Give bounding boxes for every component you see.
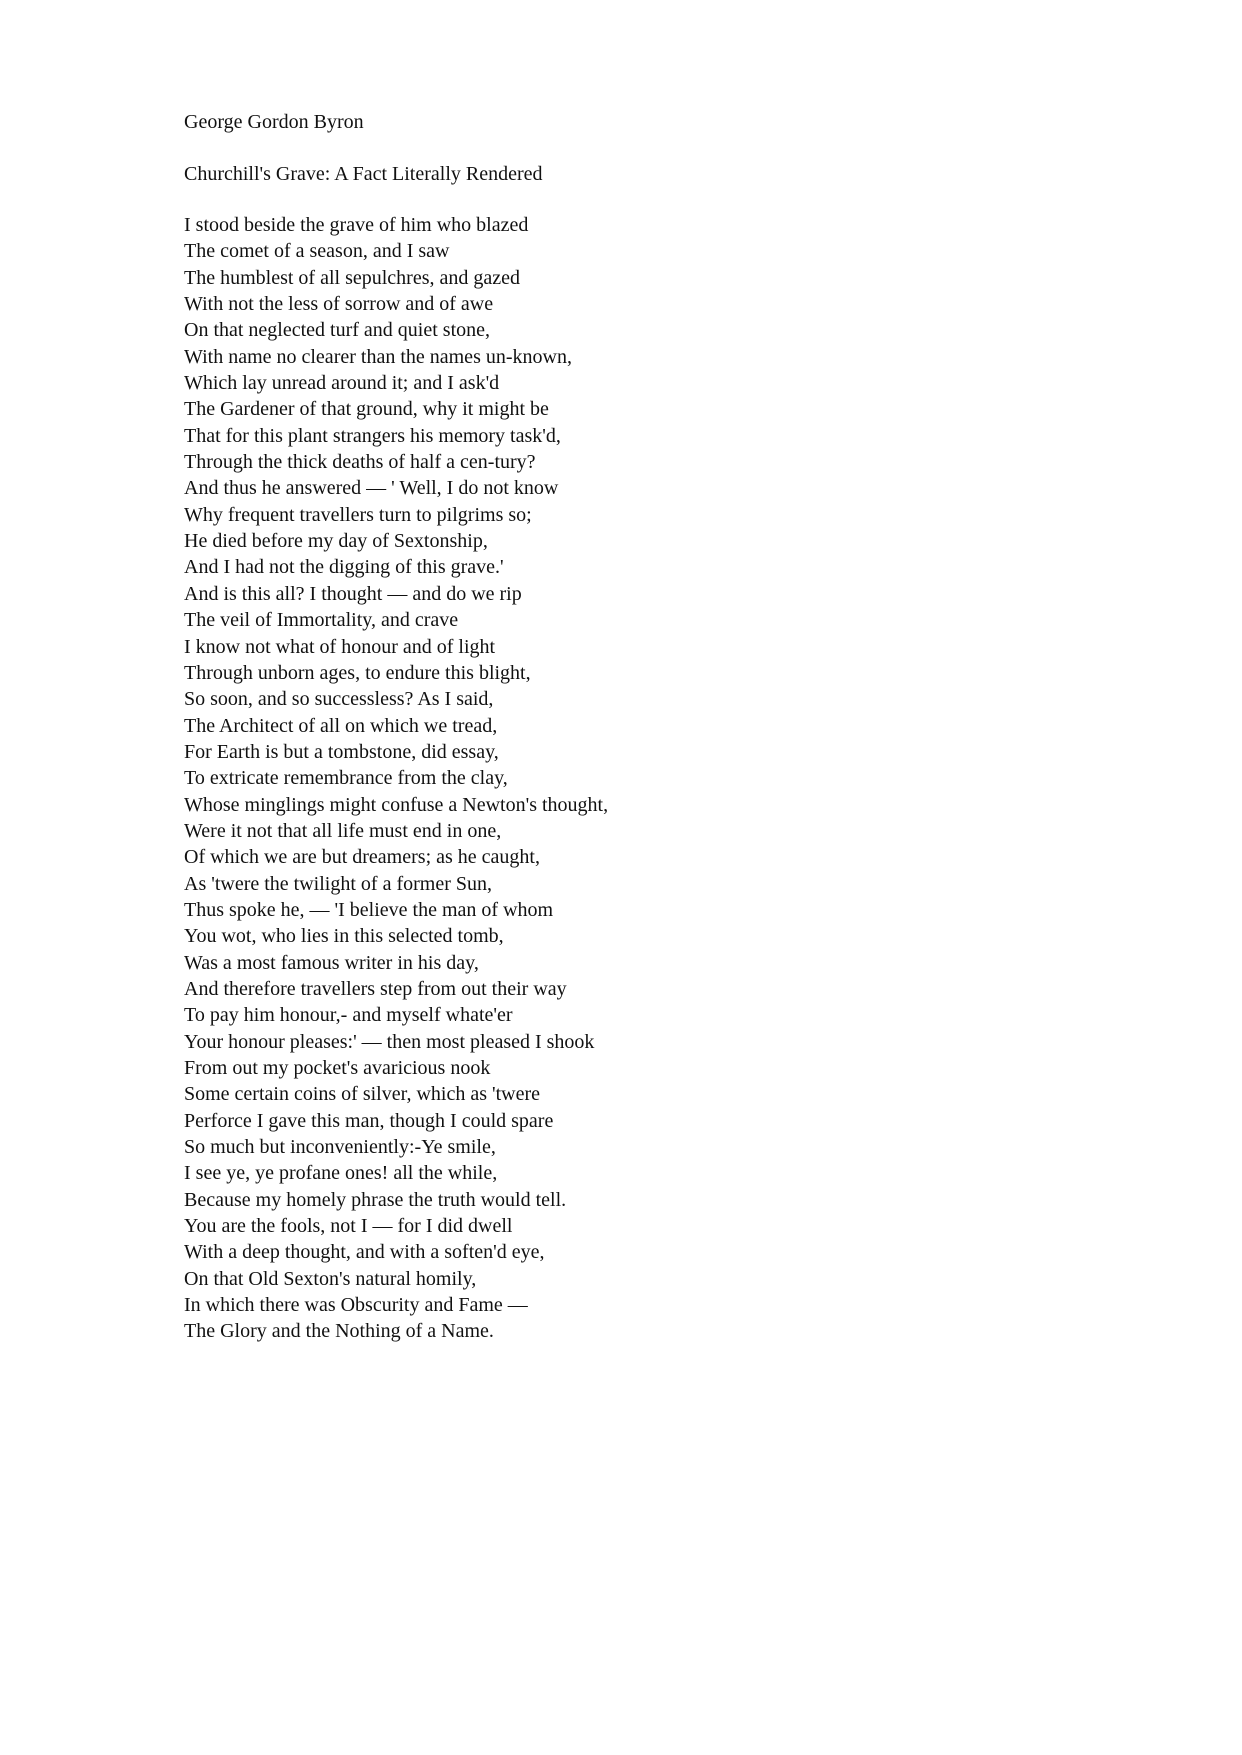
poem-line: Thus spoke he, — 'I believe the man of whom bbox=[184, 898, 554, 921]
poem-line: With not the less of sorrow and of awe bbox=[184, 293, 494, 316]
poem-line: Of which we are but dreamers; as he caught, bbox=[184, 846, 540, 869]
poem-line: I know not what of honour and of light bbox=[184, 635, 496, 658]
poem-line: To extricate remembrance from the clay, bbox=[184, 767, 508, 790]
document-content bbox=[184, 108, 1084, 1345]
poem-line: Perforce I gave this man, though I could spare bbox=[184, 1109, 554, 1132]
poem-line: You are the fools, not I — for I did dwell bbox=[184, 1215, 513, 1238]
poem-line: With a deep thought, and with a soften'd eye, bbox=[184, 1241, 545, 1264]
poem-line: For Earth is but a tombstone, did essay, bbox=[184, 740, 499, 763]
poem-line: I stood beside the grave of him who blazed bbox=[184, 214, 529, 236]
poem-line: Whose minglings might confuse a Newton's thought, bbox=[184, 793, 609, 816]
poem-line: And I had not the digging of this grave.' bbox=[184, 556, 504, 579]
poem-line: So soon, and so successless? As I said, bbox=[184, 688, 494, 711]
poem-line: So much but inconveniently:-Ye smile, bbox=[184, 1136, 496, 1159]
poem-line: Through the thick deaths of half a cen-tury? bbox=[184, 451, 536, 474]
poem-line: As 'twere the twilight of a former Sun, bbox=[184, 872, 492, 895]
poem-line: Was a most famous writer in his day, bbox=[184, 951, 479, 974]
poem-line: The humblest of all sepulchres, and gazed bbox=[184, 266, 520, 289]
poem-line: The Glory and the Nothing of a Name. bbox=[184, 1320, 494, 1343]
poem-line: Why frequent travellers turn to pilgrims so; bbox=[184, 503, 532, 526]
poem-line: From out my pocket's avaricious nook bbox=[184, 1057, 491, 1079]
poem-line: Through unborn ages, to endure this blight, bbox=[184, 661, 531, 684]
poem-line: To pay him honour,- and myself whate'er bbox=[184, 1004, 513, 1027]
poem-line: Your honour pleases:' — then most pleased I shook bbox=[184, 1030, 595, 1053]
author-name: George Gordon Byron bbox=[184, 111, 364, 133]
poem-line: He died before my day of Sextonship, bbox=[184, 530, 488, 553]
poem-line: The veil of Immortality, and crave bbox=[184, 609, 459, 632]
poem-line: The Gardener of that ground, why it might be bbox=[184, 398, 549, 421]
poem-line: Which lay unread around it; and I ask'd bbox=[184, 372, 500, 395]
poem-line: On that Old Sexton's natural homily, bbox=[184, 1267, 477, 1290]
poem-line: Were it not that all life must end in one, bbox=[184, 819, 502, 842]
poem-line: Some certain coins of silver, which as 'twere bbox=[184, 1083, 541, 1106]
poem-body bbox=[184, 212, 1084, 1345]
poem-line: On that neglected turf and quiet stone, bbox=[184, 319, 491, 342]
poem-line: That for this plant strangers his memory task'd, bbox=[184, 424, 561, 447]
poem-line: And is this all? I thought — and do we rip bbox=[184, 582, 522, 605]
poem-line: The Architect of all on which we tread, bbox=[184, 714, 498, 737]
poem-line: And thus he answered — ' Well, I do not know bbox=[184, 477, 559, 500]
poem-line: Because my homely phrase the truth would tell. bbox=[184, 1188, 567, 1211]
poem-line: I see ye, ye profane ones! all the while, bbox=[184, 1162, 498, 1185]
poem-line: You wot, who lies in this selected tomb, bbox=[184, 925, 504, 948]
poem-line: And therefore travellers step from out their way bbox=[184, 977, 567, 1000]
poem-line: With name no clearer than the names un-known, bbox=[184, 345, 572, 368]
poem-title: Churchill's Grave: A Fact Literally Rendered bbox=[184, 163, 543, 185]
poem-line: The comet of a season, and I saw bbox=[184, 240, 450, 263]
poem-line: In which there was Obscurity and Fame — bbox=[184, 1294, 528, 1317]
